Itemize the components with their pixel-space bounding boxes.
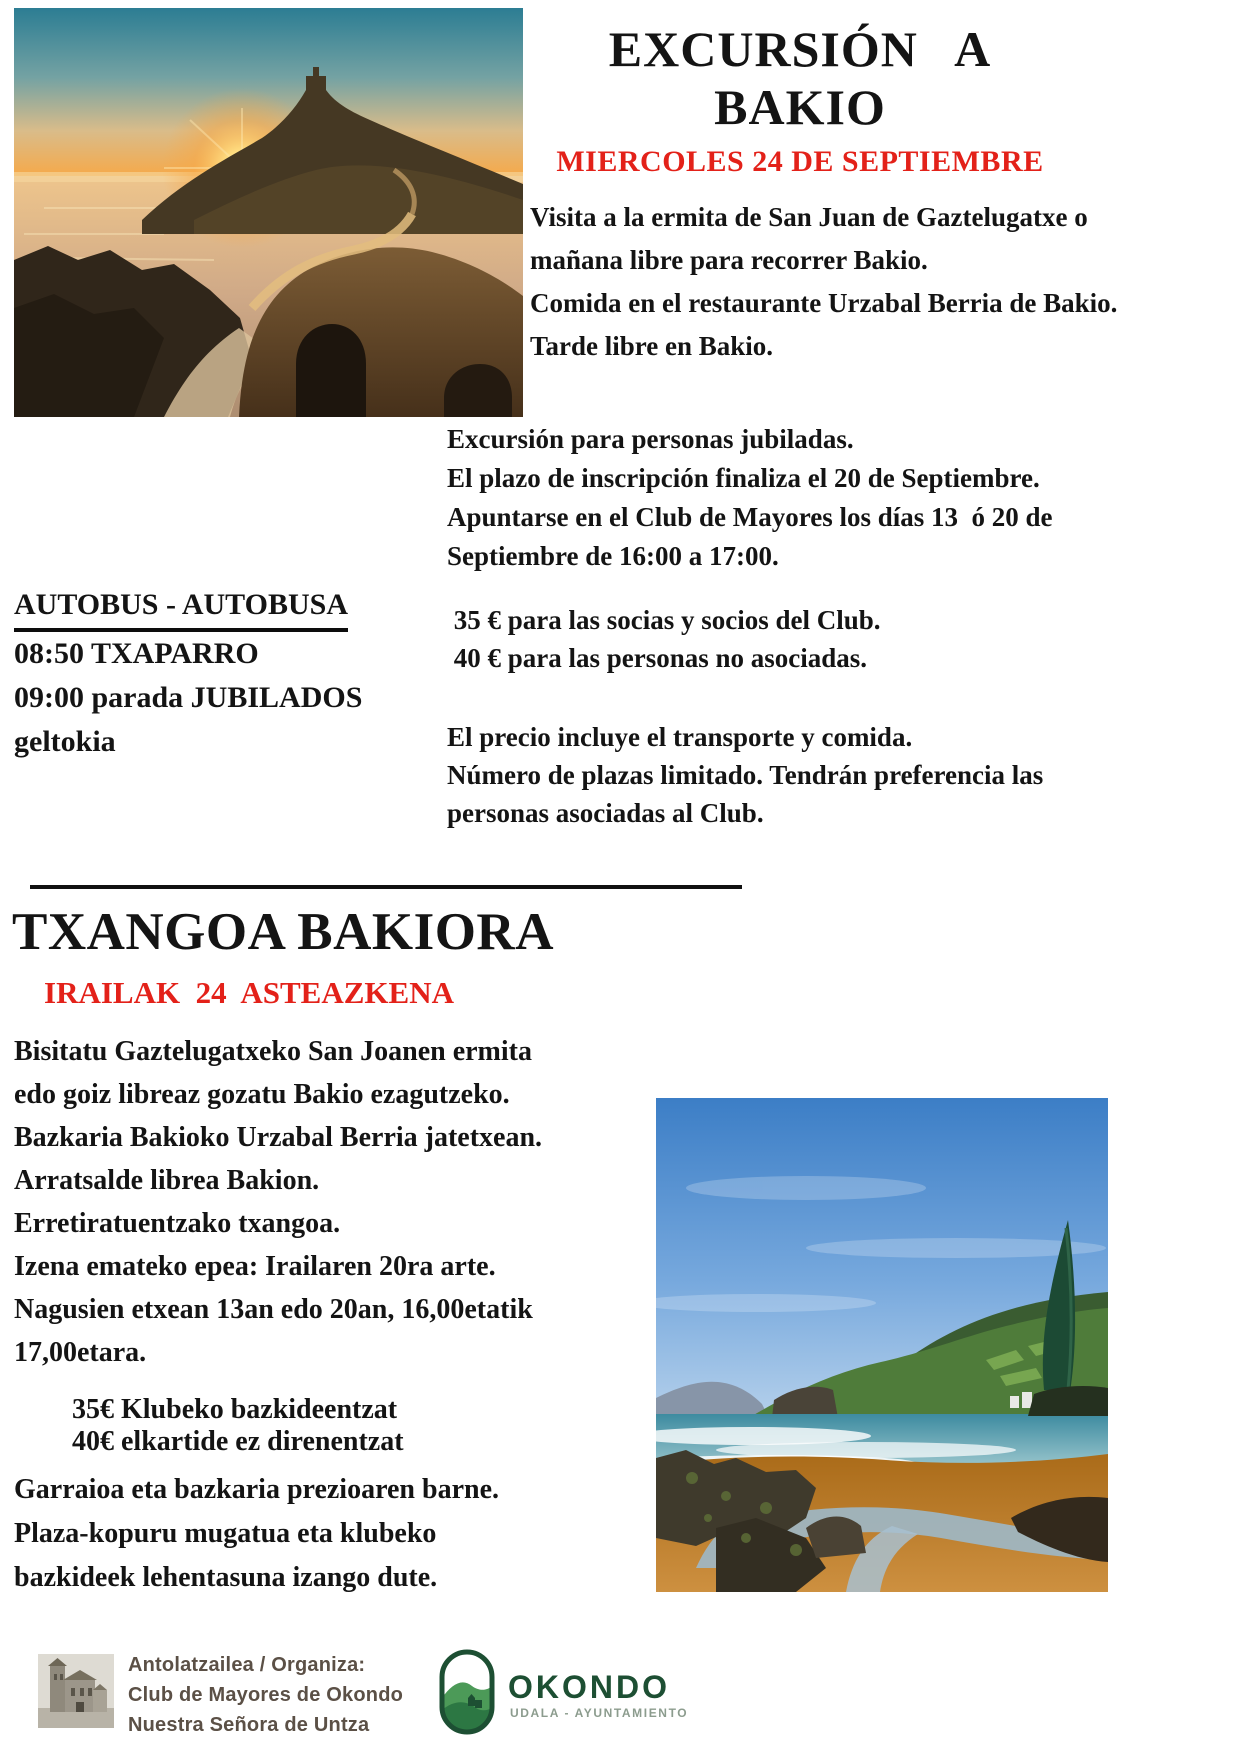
text-line: bazkideek lehentasuna izango dute. <box>14 1562 438 1593</box>
text-line: El precio incluye el transporte y comida. <box>447 722 913 752</box>
gaztelugatxe-sunset-photo <box>14 8 523 417</box>
spanish-conditions-block <box>447 718 1043 832</box>
untza-church-photo-art <box>38 1654 114 1728</box>
text-line: edo goiz libreaz gozatu Bakio ezagutzeko. <box>14 1079 510 1110</box>
okondo-logo-icon <box>438 1648 496 1736</box>
okondo-wordmark: OKONDO <box>508 1669 670 1705</box>
basque-conditions-block <box>14 1468 499 1600</box>
text-line: Bisitatu Gaztelugatxeko San Joanen ermita <box>14 1036 532 1067</box>
basque-body-paragraph <box>14 1030 542 1374</box>
text-line: personas asociadas al Club. <box>447 798 764 828</box>
spanish-intro-paragraph <box>530 196 1117 368</box>
text-line: Plaza-kopuru mugatua eta klubeko <box>14 1518 437 1549</box>
bus-line: geltokia <box>14 725 116 758</box>
organizer-text-block <box>128 1650 403 1740</box>
bus-line: 08:50 TXAPARRO <box>14 637 259 670</box>
text-line: Tarde libre en Bakio. <box>530 331 774 361</box>
text-line: Comida en el restaurante Urzabal Berria de Bakio. <box>530 288 1118 318</box>
page-title-line1: EXCURSIÓN A <box>608 21 992 77</box>
spanish-prices-block <box>447 601 881 677</box>
page-title-line2: BAKIO <box>714 79 886 135</box>
text-line: 17,00etara. <box>14 1337 147 1368</box>
basque-title: TXANGOA BAKIORA <box>12 903 554 961</box>
text-line: El plazo de inscripción finaliza el 20 de Septiembre. <box>447 463 1040 493</box>
price-line: 40€ elkartide ez direnentzat <box>72 1426 404 1457</box>
text-line: Excursión para personas jubiladas. <box>447 424 854 454</box>
text-line: Bazkaria Bakioko Urzabal Berria jatetxean. <box>14 1122 543 1153</box>
bakio-beach-photo <box>656 1098 1108 1592</box>
basque-prices-block <box>72 1394 404 1458</box>
text-line: Apuntarse en el Club de Mayores los días 13 ó 20 de <box>447 502 1053 532</box>
bakio-beach-photo-art <box>656 1098 1108 1592</box>
organizer-label: Antolatzailea / Organiza: <box>128 1654 366 1676</box>
text-line: Nagusien etxean 13an edo 20an, 16,00etatik <box>14 1294 533 1325</box>
text-line: Visita a la ermita de San Juan de Gaztelugatxe o <box>530 202 1088 232</box>
price-line: 35 € para las socias y socios del Club. <box>447 605 881 635</box>
section-divider <box>30 885 742 889</box>
spanish-title-block <box>460 20 1140 182</box>
untza-church-photo <box>38 1654 114 1728</box>
text-line: Izena emateko epea: Irailaren 20ra arte. <box>14 1251 496 1282</box>
bus-heading <box>14 583 362 632</box>
spanish-date-subtitle: MIERCOLES 24 DE SEPTIEMBRE <box>556 145 1044 178</box>
text-line: Septiembre de 16:00 a 17:00. <box>447 541 779 571</box>
text-line: Erretiratuentzako txangoa. <box>14 1208 341 1239</box>
organizer-name: Club de Mayores de Okondo <box>128 1684 404 1706</box>
gaztelugatxe-sunset-photo-art <box>14 8 523 417</box>
bus-heading-text: AUTOBUS - AUTOBUSA <box>14 583 348 632</box>
text-line: Garraioa eta bazkaria prezioaren barne. <box>14 1474 499 1505</box>
text-line: mañana libre para recorrer Bakio. <box>530 245 928 275</box>
bus-schedule-block <box>14 583 362 764</box>
price-line: 35€ Klubeko bazkideentzat <box>72 1394 398 1425</box>
spanish-details-paragraph <box>447 420 1053 576</box>
organizer-subname: Nuestra Señora de Untza <box>128 1714 370 1736</box>
okondo-logo-icon-art <box>438 1648 496 1736</box>
text-line: Arratsalde librea Bakion. <box>14 1165 320 1196</box>
text-line: Número de plazas limitado. Tendrán preferencia las <box>447 760 1044 790</box>
okondo-wordmark-subtitle: UDALA - AYUNTAMIENTO <box>510 1706 689 1720</box>
bus-line: 09:00 parada JUBILADOS <box>14 681 363 714</box>
price-line: 40 € para las personas no asociadas. <box>447 643 868 673</box>
basque-date-subtitle: IRAILAK 24 ASTEAZKENA <box>44 975 454 1010</box>
